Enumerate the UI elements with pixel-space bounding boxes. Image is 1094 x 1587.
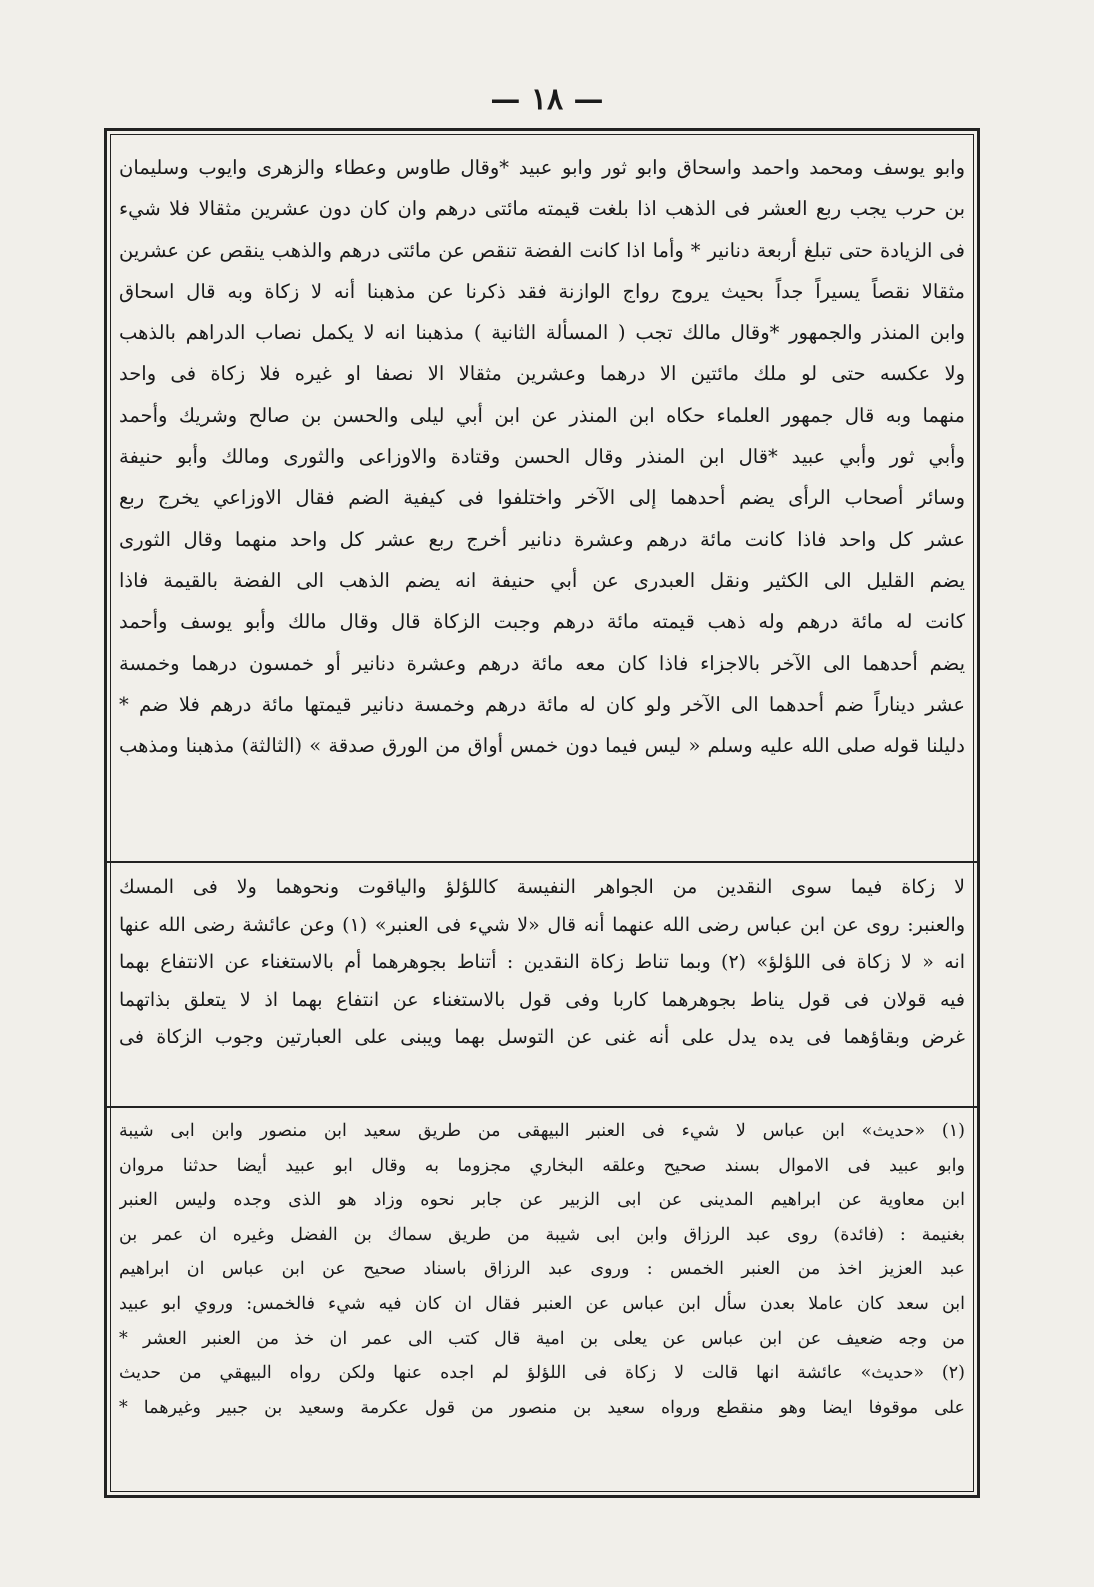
footnote-line: ابن سعد كان عاملا بعدن سأل ابن عباس عن العنبر فقال ان كان فيه شيء فالخمس: وروي ابو عبيد [119, 1293, 965, 1314]
text-line: بن حرب يجب ربع العشر فى الذهب اذا بلغت قيمته مائتى درهم وان كان دون عشرين مثقالا فلا شيء [119, 197, 965, 221]
text-line: يضم أحدهما الى الآخر بالاجزاء فاذا كان معه مائة درهم وعشرة دنانير أو خمسون درهما وخمسة [119, 651, 965, 675]
text-line: منهما وبه قال جمهور العلماء حكاه ابن المنذر عن ابن أبي ليلى والحسن بن صالح وشريك وأحمد [119, 403, 965, 427]
text-line: فى الزيادة حتى تبلغ أربعة دنانير * وأما اذا كانت الفضة تنقص عن مائتى درهم والذهب ينقص عن عشرين [119, 238, 965, 262]
text-line: عشر كل واحد فاذا كانت مائة درهم وعشرة دنانير أخرج ربع عشر كل واحد منهما وقال الثورى [119, 527, 965, 551]
text-line: وأبي ثور وأبي عبيد *قال ابن المنذر وقال الحسن وقتادة والاوزاعى والثورى ومالك وأبو حنيفة [119, 445, 965, 469]
text-line: والعنبر: روى عن ابن عباس رضى الله عنهما أنه قال «لا شيء فى العنبر» (١) وعن عائشة رضى الله عنها [119, 913, 965, 936]
section-divider [107, 861, 977, 863]
page-number: — ١٨ — [490, 82, 604, 117]
text-line: ولا عكسه حتى لو ملك مائتين الا درهما وعشرين مثقالا الا نصفا او غيره فلا زكاة فى واحد [119, 362, 965, 386]
text-line: وابن المنذر والجمهور *وقال مالك تجب ( المسألة الثانية ) مذهبنا انه لا يكمل نصاب الدراهم بالذهب [119, 321, 965, 345]
text-line: عشر ديناراً ضم أحدهما الى الآخر ولو كان له مائة درهم وخمسة دنانير قيمتها مائة درهم فلا ضم * [119, 692, 965, 716]
text-line: انه « لا زكاة فى اللؤلؤ» (٢) وبما تناط زكاة النقدين : أتناط بجوهرهما أم بالاستغناء عن الانتفاع بهما [119, 951, 965, 974]
main-text [119, 147, 965, 766]
footnote-line: (٢) «حديث» عائشة انها قالت لا زكاة فى اللؤلؤ لم اجده عنها ولكن رواه البيهقي من حديث [119, 1363, 965, 1384]
text-line: وسائر أصحاب الرأى يضم أحدهما إلى الآخر واختلفوا فى كيفية الضم فقال الاوزاعي يخرج ربع [119, 486, 965, 510]
text-line: فيه قولان فى قول يناط بجوهرهما كاربا وفى قول بالاستغناء عن انتفاع بهما اذ لا يتعلق بذاتهما [119, 988, 965, 1011]
page-frame [104, 128, 980, 1498]
text-line: لا زكاة فيما سوى النقدين من الجواهر النفيسة كاللؤلؤ والياقوت ونحوهما ولا فى المسك [119, 876, 965, 898]
footnote-line: عبد العزيز اخذ من العنبر الخمس : وروى عبد الرزاق باسناد صحيح عن ابن عباس ان ابراهيم [119, 1259, 965, 1280]
text-line: دليلنا قوله صلى الله عليه وسلم « ليس فيما دون خمس أواق من الورق صدقة » (الثالثة) مذهبنا ومذهب [119, 734, 965, 758]
footnote-line: (١) «حديث» ابن عباس لا شيء فى العنبر البيهقى من طريق سعيد ابن منصور وابن ابى شيبة [119, 1121, 965, 1141]
footnote-divider [107, 1106, 977, 1108]
text-line: كانت له مائة درهم وله ذهب قيمته مائة درهم وجبت الزكاة قال وقال مالك وأبو يوسف وأحمد [119, 610, 965, 634]
footnote-line: بغنيمة : (فائدة) روى عبد الرزاق وابن ابى شيبة من طريق سماك بن الفضل وغيره ان عمر بن [119, 1224, 965, 1245]
footnote-line: على موقوفا ايضا وهو منقطع ورواه سعيد بن منصور من قول عكرمة وسعيد بن جبير وغيرهما * [119, 1397, 965, 1418]
text-line: مثقالا نقصاً يسيراً جداً بحيث يروج رواج الوازنة فقد ذكرنا عن مذهبنا أنه لا زكاة وبه قال اسحاق [119, 279, 965, 303]
text-line: وابو يوسف ومحمد واحمد واسحاق وابو ثور وابو عبيد *وقال طاوس وعطاء والزهرى وايوب وسليمان [119, 156, 965, 179]
footnote-line: وابو عبيد فى الاموال بسند صحيح وعلقه البخاري مجزوما به وقال ابو عبيد أيضا حدثنا مروان [119, 1155, 965, 1176]
footnote-line: من وجه ضعيف عن ابن عباس عن يعلى بن امية قال كتب الى عمر ان خذ من العنبر العشر * [119, 1328, 965, 1349]
footnotes [119, 1114, 965, 1425]
text-line: يضم القليل الى الكثير ونقل العبدرى عن أبي حنيفة انه يضم الذهب الى الفضة بالقيمة فاذا [119, 568, 965, 592]
footnote-line: ابن معاوية عن ابراهيم المدينى عن ابى الزبير عن جابر نحوه وزاد هو الذى وجده وليس العنبر [119, 1190, 965, 1211]
text-line: غرض وبقاؤهما فى يده يدل على أنه غنى عن التوسل بهما ويبنى على العبارتين وجوب الزكاة فى [119, 1026, 965, 1049]
middle-text [119, 869, 965, 1057]
